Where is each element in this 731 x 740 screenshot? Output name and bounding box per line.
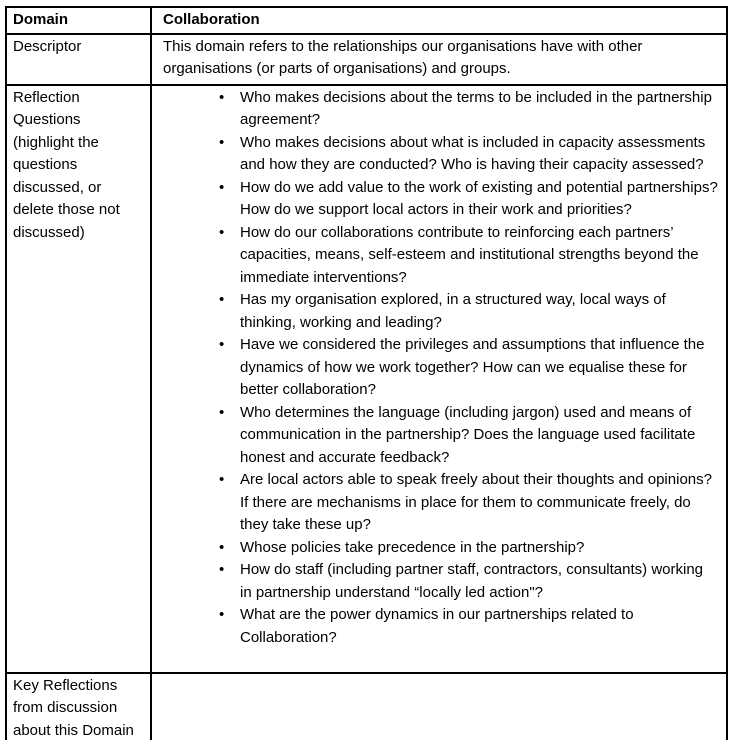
reflection-question-item: • Who makes decisions about what is included in capacity assessments and how they are conducted? Who is having their capacity assessed?	[219, 132, 718, 177]
reflection-question-item: • Whose policies take precedence in the partnership?	[219, 537, 718, 560]
reflection-question-item: • Are local actors able to speak freely about their thoughts and opinions? If there are mechanisms in place for them to communicate freely, do they take these up?	[219, 469, 718, 537]
reflection-questions-row	[6, 85, 727, 673]
reflection-question-item: • How do we add value to the work of existing and potential partnerships? How do we support local actors in their work and priorities?	[219, 177, 718, 222]
reflection-question-item: • What are the power dynamics in our partnerships related to Collaboration?	[219, 604, 718, 649]
reflection-question-item: • Has my organisation explored, in a structured way, local ways of thinking, working and leading?	[219, 289, 718, 334]
reflection-questions-cell	[151, 85, 727, 673]
descriptor-text: This domain refers to the relationships our organisations have with other organisations (or parts of organisations) and groups.	[151, 34, 727, 85]
descriptor-row	[6, 34, 727, 85]
reflection-questions-label: Reflection Questions (highlight the questions discussed, or delete those not discussed)	[6, 85, 151, 673]
header-domain-value: Collaboration	[151, 7, 727, 34]
key-reflections-cell	[151, 673, 727, 740]
key-reflections-label: Key Reflections from discussion about this Domain	[6, 673, 151, 740]
reflection-question-item: • Who makes decisions about the terms to be included in the partnership agreement?	[219, 87, 718, 132]
reflection-questions-list	[163, 87, 718, 650]
domain-reflection-table	[5, 6, 728, 740]
reflection-question-item: • Have we considered the privileges and assumptions that influence the dynamics of how we work together? How can we equalise these for better collaboration?	[219, 334, 718, 402]
descriptor-label: Descriptor	[6, 34, 151, 85]
header-row	[6, 7, 727, 34]
reflection-question-item: • How do our collaborations contribute to reinforcing each partners’ capacities, means, self-esteem and institutional strengths beyond the immediate interventions?	[219, 222, 718, 290]
key-reflections-row	[6, 673, 727, 740]
header-domain-label: Domain	[6, 7, 151, 34]
reflection-question-item: • Who determines the language (including jargon) used and means of communication in the partnership? Does the language used facilitate honest and accurate feedback?	[219, 402, 718, 470]
reflection-question-item: • How do staff (including partner staff, contractors, consultants) working in partnership understand “locally led action"?	[219, 559, 718, 604]
